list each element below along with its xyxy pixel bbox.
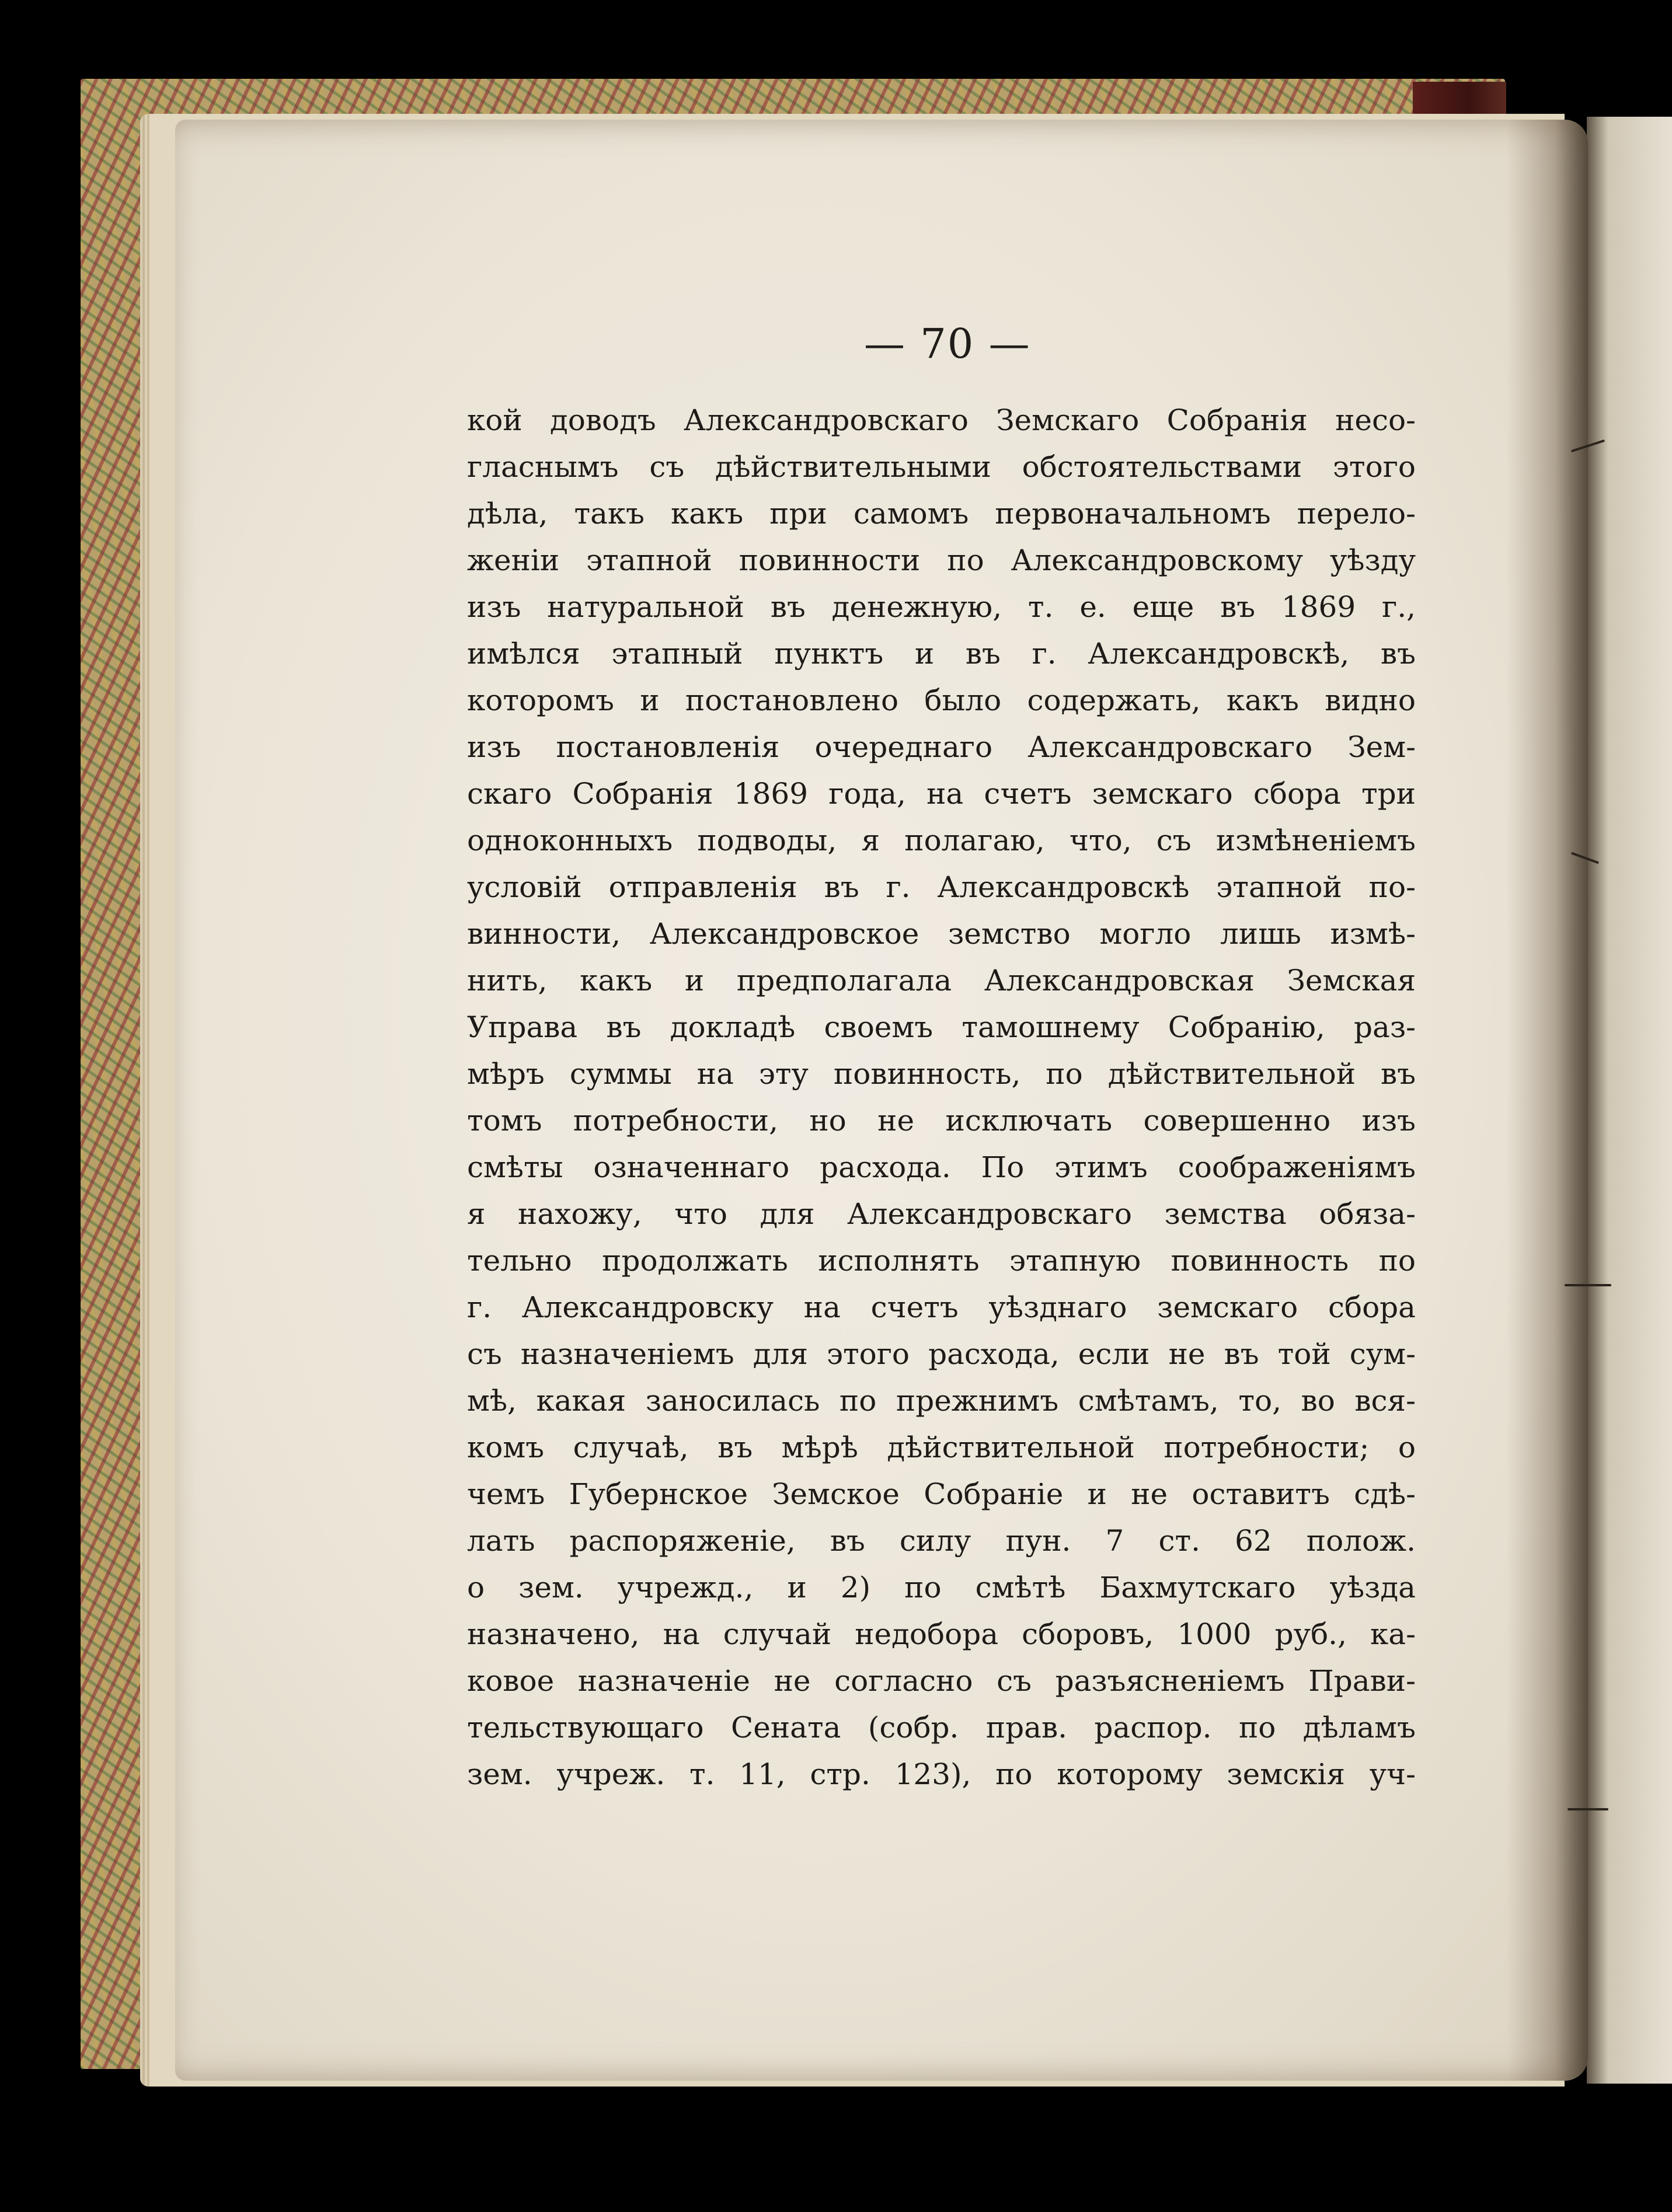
text-line: зем. учреж. т. 11, стр. 123), по которому земскія уч- <box>467 1757 1416 1791</box>
text-line: гласнымъ съ дѣйствительными обстоятельствами этого <box>467 450 1416 484</box>
text-line: смѣты означеннаго расхода. По этимъ соображеніямъ <box>467 1150 1416 1184</box>
text-line: которомъ и постановлено было содержать, какъ видно <box>467 683 1416 717</box>
text-line: имѣлся этапный пунктъ и въ г. Александровскѣ, въ <box>467 637 1416 671</box>
text-line: условій отправленія въ г. Александровскѣ этапной по- <box>467 870 1416 904</box>
text-line: винности, Александровское земство могло лишь измѣ- <box>467 917 1416 951</box>
binding-thread <box>1568 1808 1608 1810</box>
binding-thread <box>1565 1284 1611 1286</box>
body-text <box>467 397 1416 1798</box>
text-line: ковое назначеніе не согласно съ разъясненіемъ Прави- <box>467 1664 1416 1698</box>
text-line: Управа въ докладѣ своемъ тамошнему Собранію, раз- <box>467 1010 1416 1044</box>
text-line: съ назначеніемъ для этого расхода, если не въ той сум- <box>467 1337 1416 1371</box>
text-line: комъ случаѣ, въ мѣрѣ дѣйствительной потребности; о <box>467 1431 1416 1464</box>
text-line: назначено, на случай недобора сборовъ, 1000 руб., ка- <box>467 1617 1416 1651</box>
facing-page-sliver <box>1587 117 1672 2084</box>
text-line: чемъ Губернское Земское Собраніе и не оставитъ сдѣ- <box>467 1477 1416 1511</box>
text-line: тельно продолжать исполнять этапную повинность по <box>467 1244 1416 1278</box>
text-line: о зем. учрежд., и 2) по смѣтѣ Бахмутскаго уѣзда <box>467 1571 1416 1604</box>
text-line: дѣла, такъ какъ при самомъ первоначальномъ перело- <box>467 497 1416 531</box>
text-line: нить, какъ и предполагала Александровская Земская <box>467 964 1416 997</box>
text-line: изъ постановленія очереднаго Александровскаго Зем- <box>467 730 1416 764</box>
text-line: мѣ, какая заносилась по прежнимъ смѣтамъ, то, во вся- <box>467 1384 1416 1418</box>
text-line: мѣръ суммы на эту повинность, по дѣйствительной въ <box>467 1057 1416 1091</box>
page-gutter-shadow <box>1506 120 1588 2081</box>
text-line: кой доводъ Александровскаго Земскаго Собранія несо- <box>467 403 1416 437</box>
text-line: томъ потребности, но не исключать совершенно изъ <box>467 1104 1416 1138</box>
text-line: лать распоряженіе, въ силу пун. 7 ст. 62 полож. <box>467 1524 1416 1558</box>
text-line: скаго Собранія 1869 года, на счетъ земскаго сбора три <box>467 777 1416 811</box>
text-line: одноконныхъ подводы, я полагаю, что, съ измѣненіемъ <box>467 824 1416 857</box>
text-line: я нахожу, что для Александровскаго земства обяза- <box>467 1197 1416 1231</box>
text-line: женіи этапной повинности по Александровскому уѣзду <box>467 543 1416 577</box>
text-line: г. Александровску на счетъ уѣзднаго земскаго сбора <box>467 1290 1416 1324</box>
text-line: изъ натуральной въ денежную, т. е. еще въ 1869 г., <box>467 590 1416 624</box>
page-number: — 70 — <box>864 320 1031 368</box>
text-line: тельствующаго Сената (собр. прав. распор. по дѣламъ <box>467 1711 1416 1745</box>
